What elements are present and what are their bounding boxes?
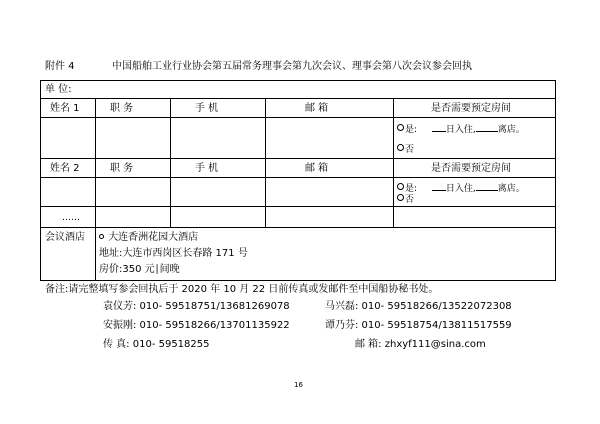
phone-header: 手 机 (195, 103, 219, 114)
email-header: 邮 箱 (305, 103, 329, 114)
hotel-name: 大连香洲花园大酒店 (99, 232, 198, 244)
name2-header: 姓名 2 (50, 163, 80, 174)
position-header: 职 务 (110, 163, 134, 174)
name1-header: 姓名 1 (50, 103, 80, 114)
note-text: 备注:请完整填写参会回执后于 2020 年 10 月 22 日前传真或发邮件至中国船协秘书处。 (45, 284, 439, 295)
contact-ma: 马兴磊: 010- 59518266/13522072308 (325, 301, 512, 312)
email-header: 邮 箱 (305, 163, 329, 174)
attachment-label: 附件 4 (45, 61, 75, 72)
checkbox-icon (397, 124, 404, 131)
contact-fax: 传 真: 010- 59518255 (103, 339, 210, 350)
checkbox-icon (397, 183, 404, 190)
contact-tan: 谭乃芬: 010- 59518754/13811517559 (325, 320, 512, 331)
form-title: 中国船舶工业行业协会第五届常务理事会第九次会议、理事会第八次会议参会回执 (112, 61, 472, 72)
room-yes-option: 是: 日入住, 离店。 (397, 181, 525, 195)
room-header: 是否需要预定房间 (431, 163, 511, 174)
contact-an: 安振刚: 010- 59518266/13701135922 (103, 320, 290, 331)
contact-email: 邮 箱: zhxyf111@sina.com (355, 339, 486, 350)
unit-label: 单 位: (45, 84, 72, 95)
contact-yuan: 袁仪芳: 010- 59518751/13681269078 (103, 301, 290, 312)
position-header: 职 务 (110, 103, 134, 114)
room-no-option: 否 (397, 144, 414, 156)
checkbox-icon (397, 194, 404, 201)
hotel-label: 会议酒店 (45, 232, 85, 243)
phone-header: 手 机 (195, 163, 219, 174)
room-header: 是否需要预定房间 (431, 103, 511, 114)
checkbox-icon (397, 144, 404, 151)
hotel-price: 房价:350 元∣间晚 (99, 264, 180, 275)
room-yes-option: 是: 日入住, 离店。 (397, 122, 525, 136)
more-rows-ellipsis: …… (62, 213, 80, 223)
room-no-option: 否 (397, 194, 414, 206)
bullet-icon (99, 234, 104, 239)
hotel-address: 地址:大连市西岗区长春路 171 号 (99, 248, 248, 259)
page-number: 16 (294, 381, 303, 389)
